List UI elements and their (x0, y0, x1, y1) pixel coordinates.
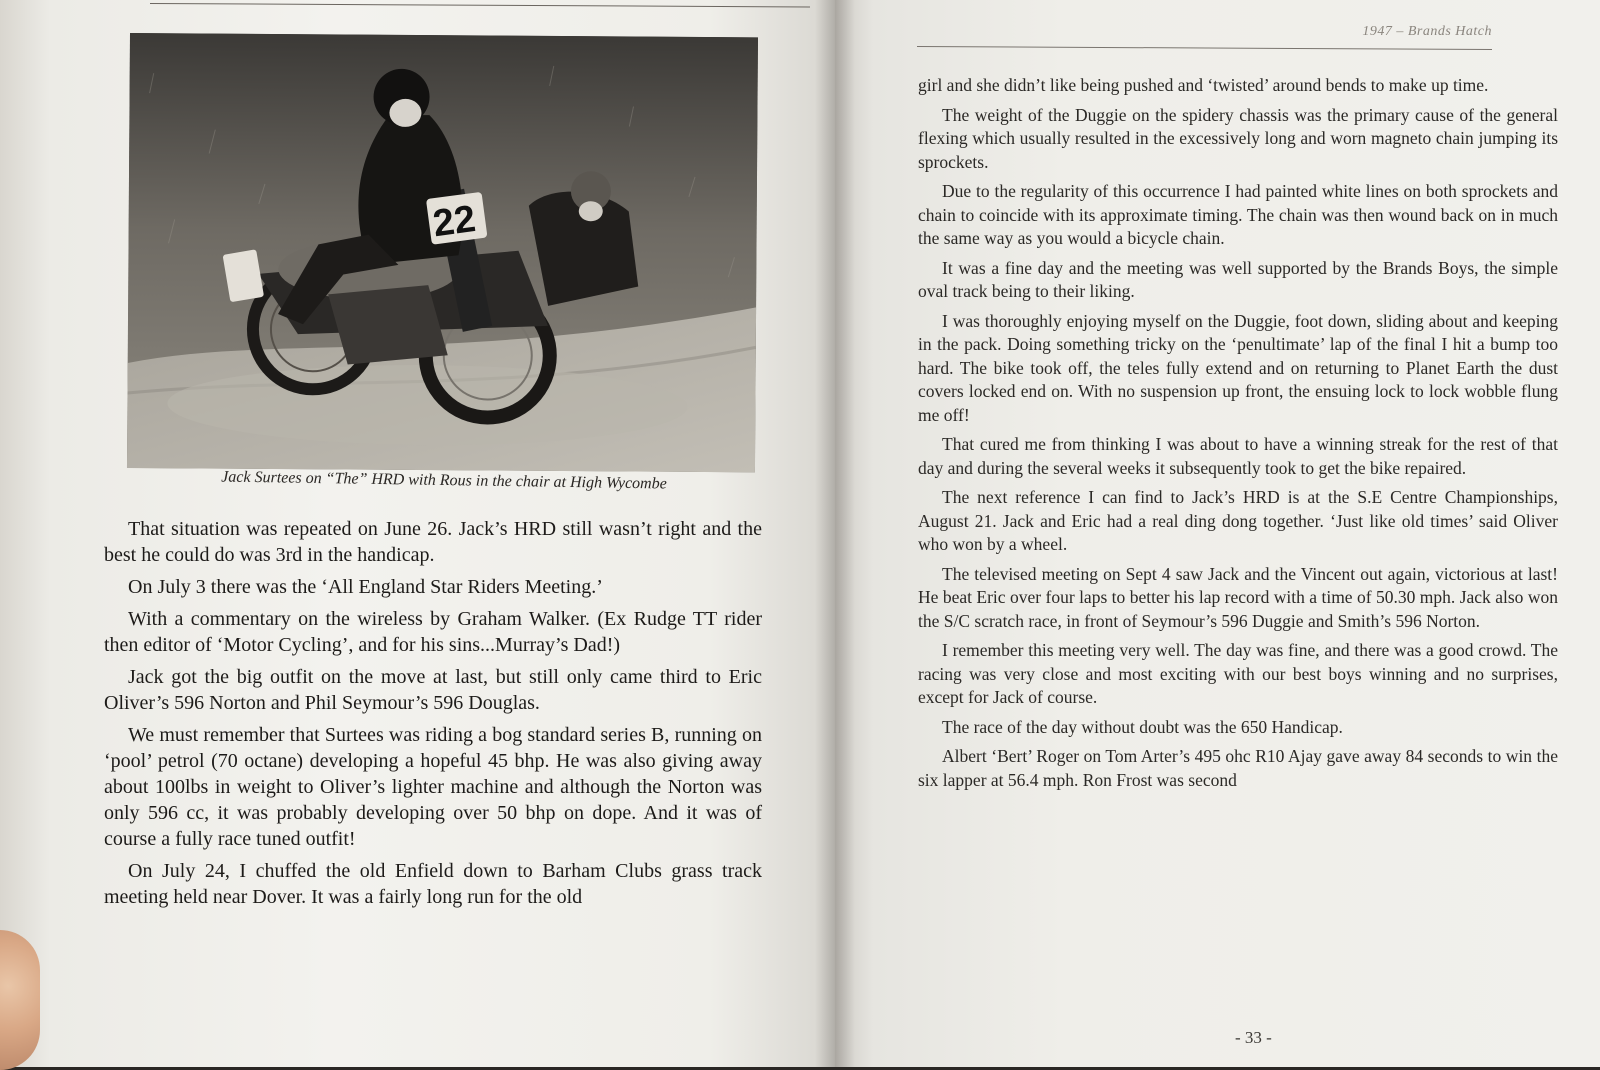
paragraph-continuation: girl and she didn’t like being pushed and ‘twisted’ around bends to make up time. (918, 75, 1489, 95)
book-gutter (815, 0, 855, 1067)
left-text-column (104, 516, 762, 916)
paragraph: I was thoroughly enjoying myself on the Duggie, foot down, sliding about and keeping in the pack. Doing something tricky on the ‘penultimate’ lap of the final I hit a bump too hard. The bike took off, the teles fully extend and on returning to Planet Earth the dust covers locked end on. With no suspension up front, the ensuing lock to lock wobble flung me off! (918, 310, 1558, 425)
race-number: 22 (430, 198, 479, 246)
motorcycle-sidecar-photo (127, 33, 758, 472)
paragraph: I remember this meeting very well. The day was fine, and there was a good crowd. The racing was very close and most exciting with our best boys winning and no surprises, except for Jack of course. (918, 640, 1558, 707)
paragraph: With a commentary on the wireless by Graham Walker. (Ex Rudge TT rider then editor of ‘Motor Cycling’, and for his sins...Murray’s Dad!) (104, 608, 762, 656)
paragraph: On July 24, I chuffed the old Enfield down to Barham Clubs grass track meeting held near Dover. It was a fairly long run for the old (104, 860, 762, 908)
paragraph: Due to the regularity of this occurrence I had painted white lines on both sprockets and chain to coincide with its approximate timing. The chain was then wound back on in much the same way as you would a bicycle chain. (918, 181, 1558, 248)
paragraph: We must remember that Surtees was riding a bog standard series B, running on ‘pool’ petrol (70 octane) developing a hopeful 45 bhp. He was also giving away about 100lbs in weight to Oliver’s lighter machine and although the Norton was only 596 cc, it was probably developing over 50 bhp on dope. And it was of course a fully race tuned outfit! (104, 724, 762, 850)
paragraph: The televised meeting on Sept 4 saw Jack and the Vincent out again, victorious at last! He beat Eric over four laps to better his lap record with a time of 50.30 mph. Jack also won the S/C scratch race, in front of Seymour’s 596 Duggie and Smith’s 596 Norton. (918, 563, 1558, 631)
paragraph: On July 3 there was the ‘All England Star Riders Meeting.’ (128, 576, 603, 598)
top-rule (150, 3, 810, 7)
paragraph: Albert ‘Bert’ Roger on Tom Arter’s 495 ohc R10 Ajay gave away 84 seconds to win the six lapper at 56.4 mph. Ron Frost was second (918, 746, 1558, 790)
running-head: 1947 – Brands Hatch (1362, 24, 1492, 39)
photo-illustration (127, 33, 758, 472)
right-text-column (918, 74, 1558, 798)
paragraph: The weight of the Duggie on the spidery chassis was the primary cause of the general flexing which usually resulted in the excessively long and worn magneto chain jumping its sprockets. (918, 104, 1558, 172)
paragraph: The race of the day without doubt was the 650 Handicap. (942, 716, 1343, 737)
paragraph: Jack got the big outfit on the move at last, but still only came third to Eric Oliver’s 596 Norton and Phil Seymour’s 596 Douglas. (104, 666, 762, 714)
paragraph: That situation was repeated on June 26. Jack’s HRD still wasn’t right and the best he could do was 3rd in the handicap. (104, 518, 762, 566)
paragraph: That cured me from thinking I was about to have a winning streak for the rest of that day and during the several weeks it subsequently took to get the bike repaired. (918, 434, 1558, 478)
photo-caption: Jack Surtees on “The” HRD with Rous in the chair at High Wycombe (221, 468, 667, 493)
paragraph: It was a fine day and the meeting was well supported by the Brands Boys, the simple oval track being to their liking. (918, 257, 1558, 301)
page-number: - 33 - (1235, 1028, 1272, 1047)
thumb (0, 930, 40, 1070)
paragraph: The next reference I can find to Jack’s HRD is at the S.E Centre Championships, August 21. Jack and Eric had a real ding dong together. ‘Just like old times’ said Oliver who won by a wheel. (918, 487, 1558, 554)
